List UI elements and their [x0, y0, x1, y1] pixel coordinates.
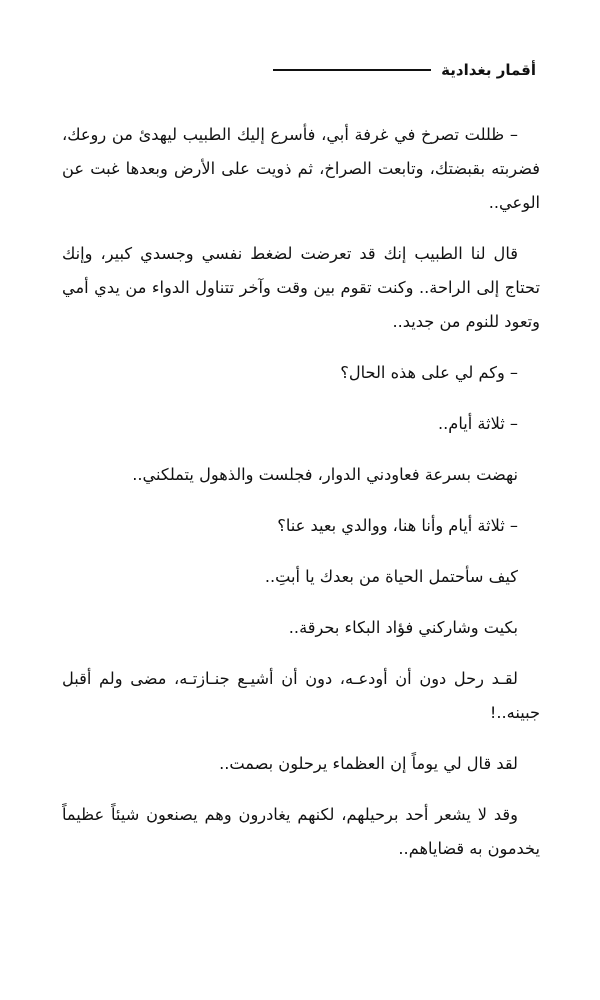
paragraph: – وكم لي على هذه الحال؟ [340, 363, 518, 382]
page-body [62, 118, 540, 866]
paragraph: وقد لا يشعر أحد برحيلهم، لكنهم يغادرون وهم يصنعون شيئاً عظيماً يخدمون به قضاياهم.. [62, 805, 540, 858]
running-title: أقمار بغدادية [441, 61, 536, 79]
running-header [66, 58, 536, 82]
paragraph: بكيت وشاركني فؤاد البكاء بحرقة.. [288, 618, 518, 637]
paragraph: – ثلاثة أيام وأنا هنا، ووالدي بعيد عنا؟ [277, 516, 518, 535]
paragraph: كيف سأحتمل الحياة من بعدك يا أبتِ.. [264, 567, 518, 586]
paragraph: نهضت بسرعة فعاودني الدوار، فجلست والذهول يتملكني.. [132, 465, 518, 484]
paragraph: قال لنا الطبيب إنك قد تعرضت لضغط نفسي وجسدي كبير، وإنك تحتاج إلى الراحة.. وكنت تقوم بين وقت وآخر تتناول الدواء من يدي أمي وتعود للنوم من جديد.. [62, 244, 540, 331]
header-rule [273, 69, 431, 71]
paragraph: لقـد رحل دون أن أودعـه، دون أن أشيـع جنـازتـه، مضى ولم أقبل جبينه..! [62, 669, 540, 722]
paragraph: – ثلاثة أيام.. [438, 414, 518, 433]
paragraph: – ظللت تصرخ في غرفة أبي، فأسرع إليك الطبيب ليهدئ من روعك، فضربته بقبضتك، وتابعت الصراخ، ثم ذويت على الأرض وبعدها غبت عن الوعي.. [62, 125, 540, 212]
paragraph: لقد قال لي يوماً إن العظماء يرحلون بصمت.. [219, 754, 518, 773]
